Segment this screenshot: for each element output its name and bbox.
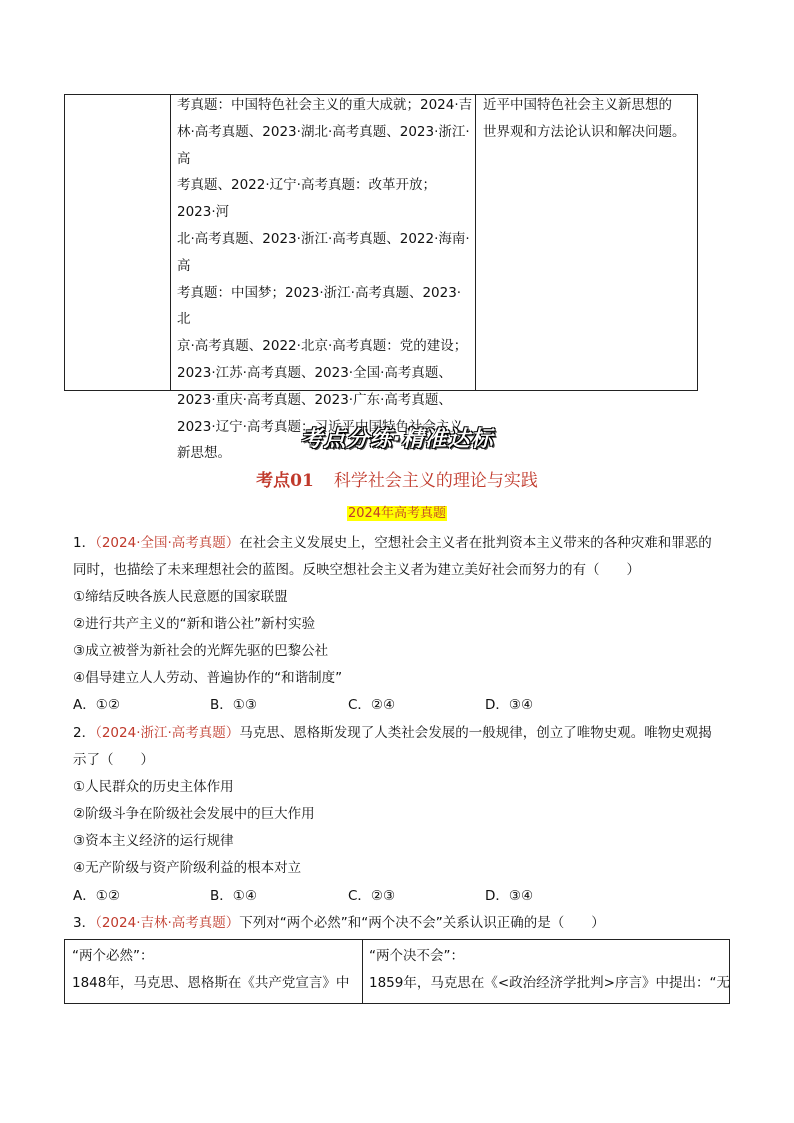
question-number: 3． xyxy=(73,915,96,931)
option-c: C．②③ xyxy=(348,888,396,904)
table-cell-exam-list xyxy=(177,92,473,467)
question-number: 1． xyxy=(73,535,96,551)
table-line: 北·高考真题、2023·浙江·高考真题、2022·海南·高 xyxy=(177,230,470,274)
right-cell-body: 1859年，马克思在《<政治经济学批判>序言》中提出：“无 xyxy=(369,975,730,991)
option-a: A．①② xyxy=(73,697,120,713)
left-cell-body: 1848年，马克思、恩格斯在《共产党宣言》中 xyxy=(72,975,350,991)
table-line: 2023·辽宁·高考真题：习近平中国特色社会主义 xyxy=(177,418,463,435)
right-cell-head: “两个决不会”： xyxy=(369,948,464,964)
kaodian-title: 科学社会主义的理论与实践 xyxy=(333,471,538,491)
option-d: D．③④ xyxy=(485,697,534,713)
table-column-divider xyxy=(475,95,476,390)
question-1-item-4: ④倡导建立人人劳动、普遍协作的“和谐制度” xyxy=(73,670,343,686)
table-line: 2023·重庆·高考真题、2023·广东·高考真题、 xyxy=(177,391,452,408)
table-line: 京·高考真题、2022·北京·高考真题：党的建设； xyxy=(177,338,468,355)
question-3-line-1 xyxy=(73,911,605,931)
question-2-item-4: ④无产阶级与资产阶级利益的根本对立 xyxy=(73,860,302,876)
table-column-divider xyxy=(170,95,171,390)
question-3-table xyxy=(64,939,730,1004)
question-stem: 下列对“两个必然”和“两个决不会”关系认识正确的是（ ） xyxy=(239,915,605,931)
table-line: 新思想。 xyxy=(177,445,231,462)
question-source: （2024·全国·高考真题） xyxy=(95,535,240,551)
question-1-line-2: 同时，也描绘了未来理想社会的蓝图。反映空想社会主义者为建立美好社会而努力的有（ ） xyxy=(73,562,640,578)
question-2-item-2: ②阶级斗争在阶级社会发展中的巨大作用 xyxy=(73,806,315,822)
question-1-item-1: ①缔结反映各族人民意愿的国家联盟 xyxy=(73,589,288,605)
table-line: 世界观和方法论认识和解决问题。 xyxy=(483,123,686,140)
table-line: 考真题：中国梦；2023·浙江·高考真题、2023·北 xyxy=(177,284,462,328)
option-c: C．②④ xyxy=(348,697,396,713)
section-banner: 考点分练·精准达标 xyxy=(300,427,494,452)
question-2-line-2: 示了（ ） xyxy=(73,752,154,768)
question-1-item-2: ②进行共产主义的“新和谐公社”新村实验 xyxy=(73,616,316,632)
table-line: 考真题、2022·辽宁·高考真题：改革开放；2023·河 xyxy=(177,177,436,221)
question-stem: 马克思、恩格斯发现了人类社会发展的一般规律，创立了唯物史观。唯物史观揭 xyxy=(239,725,712,741)
table-line: 近平中国特色社会主义新思想的 xyxy=(483,97,672,113)
question-2-line-1 xyxy=(73,721,712,741)
question-number: 2． xyxy=(73,725,96,741)
question-1-line-1 xyxy=(73,531,712,551)
option-a: A．①② xyxy=(73,888,120,904)
left-cell-head: “两个必然”： xyxy=(72,948,154,964)
question-1-item-3: ③成立被誉为新社会的光辉先驱的巴黎公社 xyxy=(73,643,329,659)
question-2-item-1: ①人民群众的历史主体作用 xyxy=(73,779,234,795)
kaodian-heading xyxy=(0,466,794,491)
table-cell-goal xyxy=(483,92,693,146)
question-2-item-3: ③资本主义经济的运行规律 xyxy=(73,833,234,849)
question-stem: 在社会主义发展史上，空想社会主义者在批判资本主义带来的各种灾难和罪恶的 xyxy=(239,535,712,551)
table-line: 2023·江苏·高考真题、2023·全国·高考真题、 xyxy=(177,364,452,381)
table-line: 考真题：中国特色社会主义的重大成就；2024·吉 xyxy=(177,97,473,113)
option-b: B．①③ xyxy=(210,697,257,713)
question-source: （2024·浙江·高考真题） xyxy=(95,725,240,741)
option-b: B．①④ xyxy=(210,888,257,904)
table-column-divider xyxy=(362,940,363,1003)
table-line: 林·高考真题、2023·湖北·高考真题、2023·浙江·高 xyxy=(177,123,470,167)
question-source: （2024·吉林·高考真题） xyxy=(95,915,240,931)
year-tag-text: 2024年高考真题 xyxy=(347,506,447,521)
kaodian-label: 考点01 xyxy=(256,471,314,491)
year-tag xyxy=(0,502,794,521)
option-d: D．③④ xyxy=(485,888,534,904)
